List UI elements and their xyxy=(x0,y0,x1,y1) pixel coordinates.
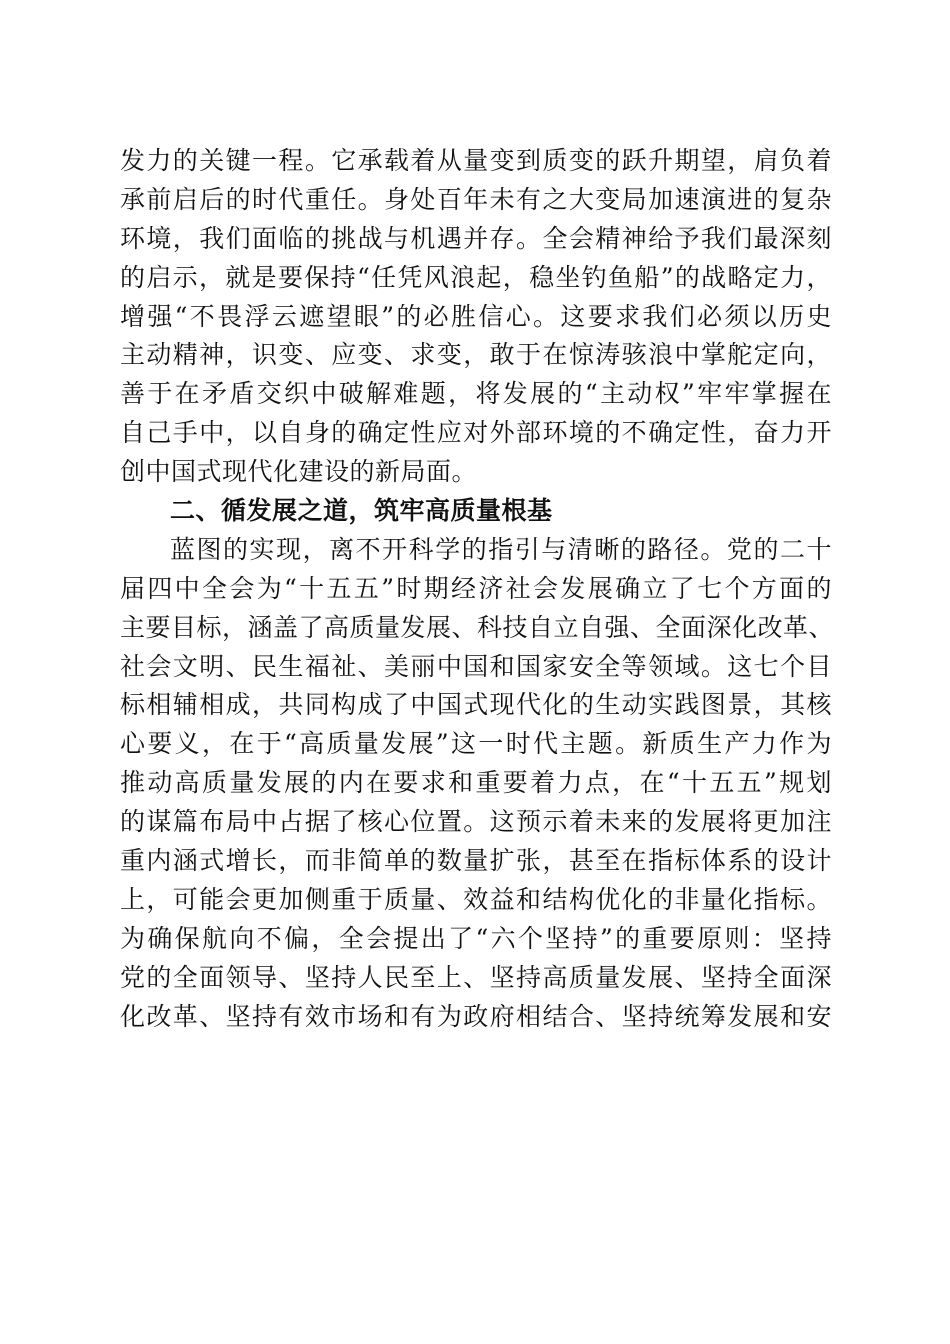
paragraph-line: 的启示，就是要保持“任凭风浪起，稳坐钓鱼船”的战略定力， xyxy=(120,262,832,292)
paragraph-line: 上，可能会更加侧重于质量、效益和结构优化的非量化指标。 xyxy=(120,884,832,914)
paragraph-line: 的谋篇布局中占据了核心位置。这预示着未来的发展将更加注 xyxy=(120,807,832,837)
paragraph-line: 增强“不畏浮云遮望眼”的必胜信心。这要求我们必须以历史 xyxy=(120,301,832,331)
paragraph-line: 主动精神，识变、应变、求变，敢于在惊涛骇浪中掌舵定向， xyxy=(120,340,832,370)
paragraph-1 xyxy=(120,142,832,492)
paragraph-line: 主要目标，涵盖了高质量发展、科技自立自强、全面深化改革、 xyxy=(120,612,835,642)
paragraph-2 xyxy=(120,531,835,1037)
document-page xyxy=(120,142,835,1036)
paragraph-line: 重内涵式增长，而非简单的数量扩张，甚至在指标体系的设计 xyxy=(120,846,832,876)
paragraph-line: 自己手中，以自身的确定性应对外部环境的不确定性，奋力开 xyxy=(120,418,832,448)
paragraph-line: 承前启后的时代重任。身处百年未有之大变局加速演进的复杂 xyxy=(120,184,832,214)
paragraph-line: 发力的关键一程。它承载着从量变到质变的跃升期望，肩负着 xyxy=(120,146,832,175)
paragraph-line: 届四中全会为“十五五”时期经济社会发展确立了七个方面的 xyxy=(120,573,832,603)
paragraph-line: 化改革、坚持有效市场和有为政府相结合、坚持统筹发展和安 xyxy=(120,1001,832,1031)
paragraph-line: 为确保航向不偏，全会提出了“六个坚持”的重要原则：坚持 xyxy=(120,923,832,953)
section-heading: 二、循发展之道，筑牢高质量根基 xyxy=(170,496,553,526)
paragraph-line: 社会文明、民生福祉、美丽中国和国家安全等领域。这七个目 xyxy=(120,651,832,681)
paragraph-line: 环境，我们面临的挑战与机遇并存。全会精神给予我们最深刻 xyxy=(120,223,832,253)
paragraph-line: 标相辅相成，共同构成了中国式现代化的生动实践图景，其核 xyxy=(120,690,832,720)
paragraph-line: 善于在矛盾交织中破解难题，将发展的“主动权”牢牢掌握在 xyxy=(120,379,832,409)
paragraph-line: 党的全面领导、坚持人民至上、坚持高质量发展、坚持全面深 xyxy=(120,962,832,992)
paragraph-line: 推动高质量发展的内在要求和重要着力点，在“十五五”规划 xyxy=(120,768,832,798)
paragraph-line: 心要义，在于“高质量发展”这一时代主题。新质生产力作为 xyxy=(120,729,832,759)
paragraph-line: 蓝图的实现，离不开科学的指引与清晰的路径。党的二十 xyxy=(170,534,832,564)
paragraph-line: 创中国式现代化建设的新局面。 xyxy=(120,457,478,487)
